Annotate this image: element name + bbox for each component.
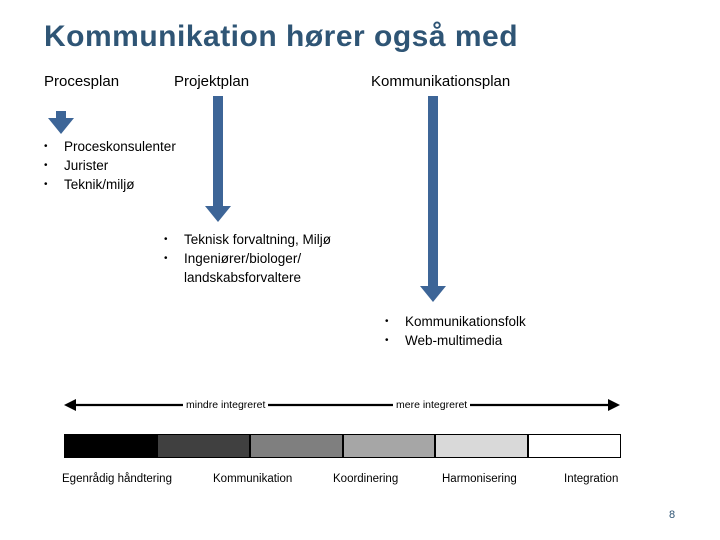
list-item: • Jurister <box>44 158 109 173</box>
projektplan-bullets <box>164 230 364 287</box>
stage-swatch-4 <box>343 434 435 458</box>
heading-projektplan: Projektplan <box>174 73 250 90</box>
stage-label-egenraadig: Egenrådig håndtering <box>62 473 172 485</box>
scale-arrowhead-right <box>608 399 620 411</box>
stage-swatch-1 <box>64 434 157 458</box>
stage-label-kommunikation: Kommunikation <box>213 473 293 485</box>
page-number: 8 <box>669 509 676 521</box>
stage-swatch-3 <box>250 434 343 458</box>
stage-swatch-6 <box>528 434 621 458</box>
list-item: • Ingeniører/biologer/ landskabsforvaltere <box>164 251 302 285</box>
heading-kommunikationsplan: Kommunikationsplan <box>371 73 511 90</box>
stage-label-integration: Integration <box>564 473 619 485</box>
scale-arrowhead-left <box>64 399 76 411</box>
list-item: • Teknik/miljø <box>44 177 135 192</box>
procesplan-bullets <box>44 137 224 194</box>
page-title: Kommunikation hører også med <box>44 20 519 53</box>
scale-label-left: mindre integreret <box>183 399 268 411</box>
stage-swatch-2 <box>157 434 250 458</box>
list-item: • Kommunikationsfolk <box>385 314 526 329</box>
list-item: • Teknisk forvaltning, Miljø <box>164 232 332 247</box>
list-item: • Proceskonsulenter <box>44 139 176 154</box>
kommunikationsplan-bullets <box>385 312 585 350</box>
stage-label-harmonisering: Harmonisering <box>442 473 517 485</box>
arrow-kommunikationsplan <box>420 96 446 302</box>
heading-procesplan: Procesplan <box>44 73 120 90</box>
arrow-procesplan <box>48 111 74 134</box>
stage-label-koordinering: Koordinering <box>333 473 399 485</box>
list-item: • Web-multimedia <box>385 333 503 348</box>
scale-label-right: mere integreret <box>393 399 470 411</box>
stage-swatch-5 <box>435 434 528 458</box>
